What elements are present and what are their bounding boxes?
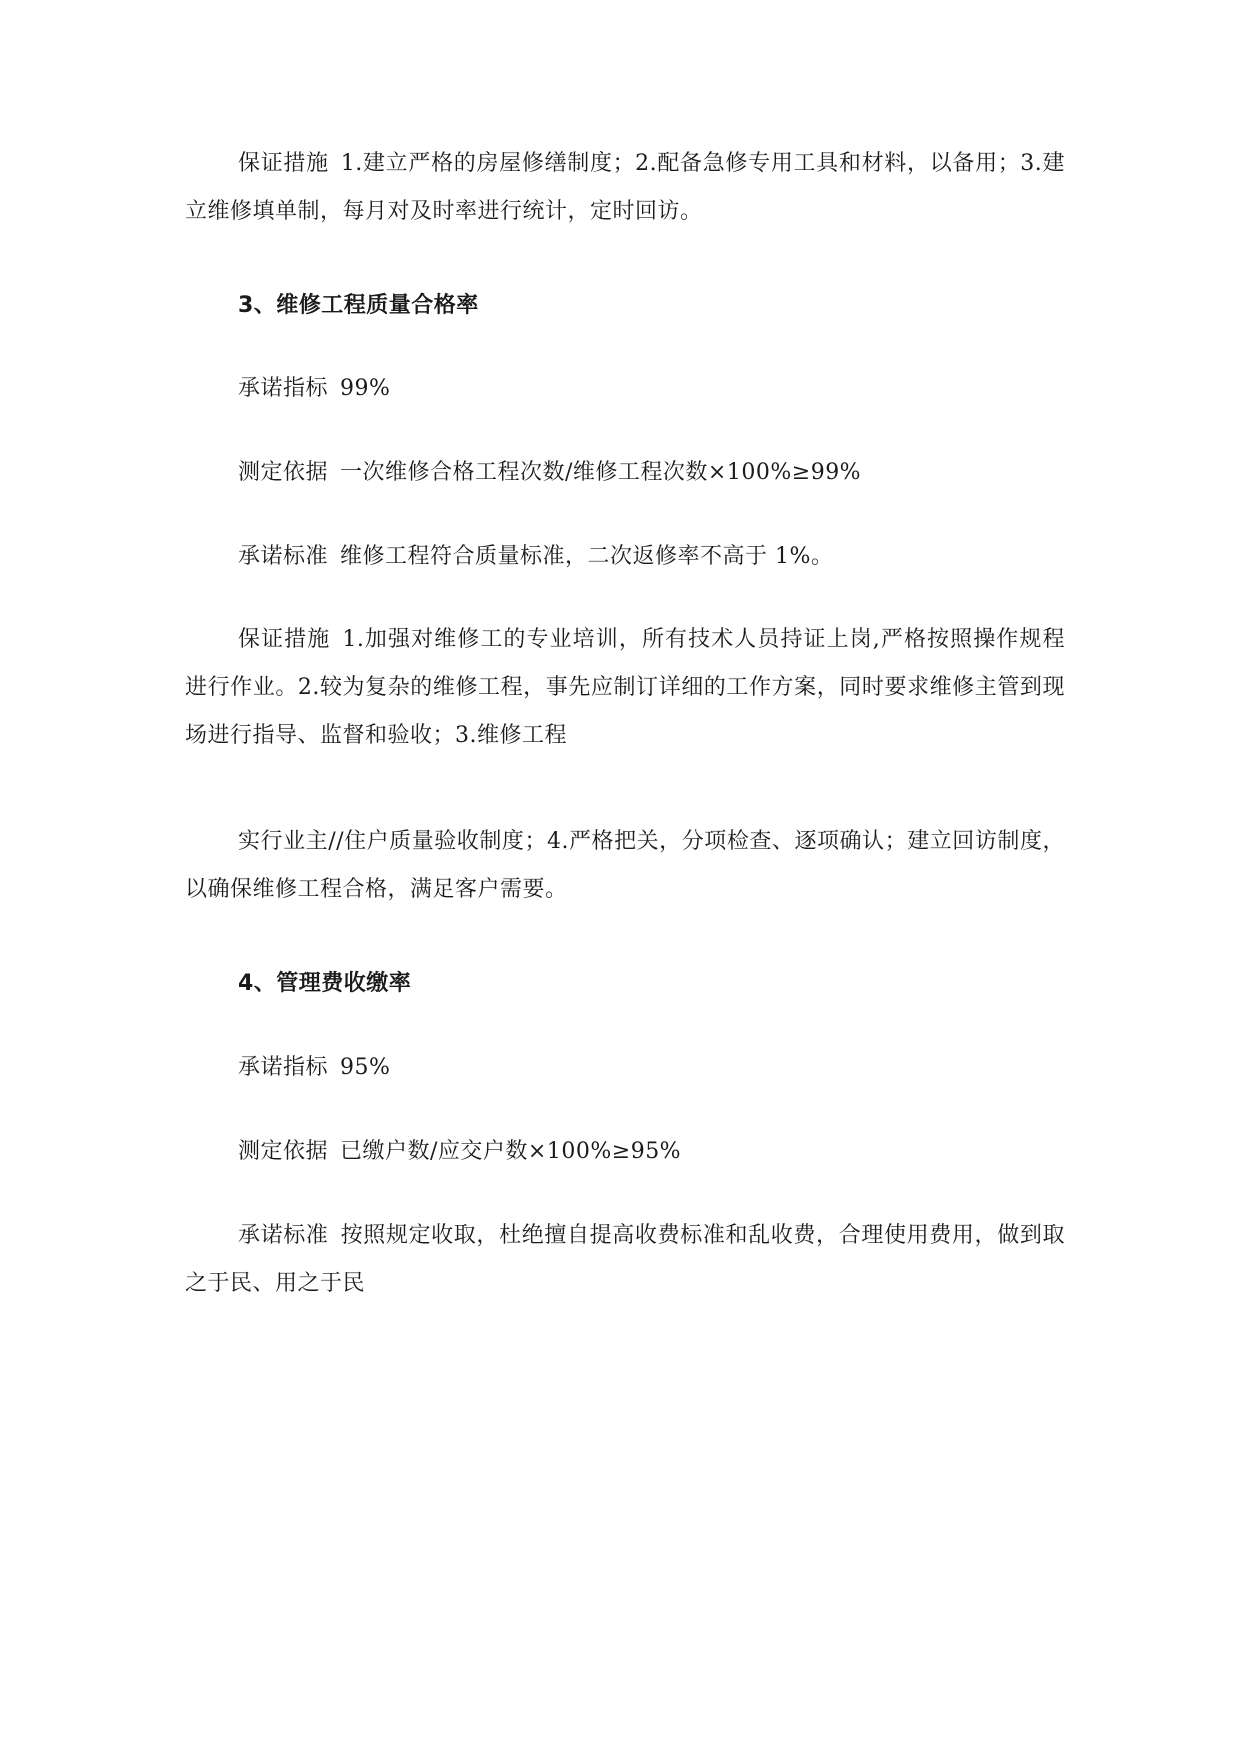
paragraph-label: 承诺指标 (238, 376, 329, 401)
paragraph-text: 99% (340, 376, 391, 401)
paragraph-text: 95% (340, 1055, 391, 1080)
paragraph-text: 1.加强对维修工的专业培训，所有技术人员持证上岗,严格按照操作规程进行作业。2.较为复杂的维修工程，事先应制订详细的工作方案，同时要求维修主管到现场进行指导、监督和验收；3.维修工程 (185, 627, 1065, 748)
section-heading-4: 4、管理费收缴率 (238, 971, 412, 996)
paragraph-label: 保证措施 (238, 627, 331, 652)
paragraph-commitment-standard-2 (185, 1212, 1065, 1308)
paragraph-label: 测定依据 (238, 460, 329, 485)
paragraph-text: 已缴户数/应交户数×100%≥95% (340, 1139, 682, 1164)
paragraph-text: 实行业主//住户质量验收制度；4.严格把关，分项检查、逐项确认；建立回访制度，以确保维修工程合格，满足客户需要。 (185, 829, 1065, 902)
paragraph-label: 承诺标准 (238, 544, 329, 569)
section-heading-3: 3、维修工程质量合格率 (238, 293, 479, 318)
paragraph-text: 1.建立严格的房屋修缮制度；2.配备急修专用工具和材料，以备用；3.建立维修填单制，每月对及时率进行统计，定时回访。 (185, 151, 1065, 224)
paragraph-commitment-indicator-2 (185, 1044, 1065, 1092)
paragraph-label: 保证措施 (238, 151, 329, 176)
paragraph-guarantee-measures-1 (185, 140, 1065, 236)
paragraph-measurement-basis-1 (185, 449, 1065, 497)
paragraph-acceptance-system (185, 818, 1065, 914)
paragraph-label: 承诺指标 (238, 1055, 329, 1080)
paragraph-commitment-standard-1 (185, 533, 1065, 581)
paragraph-commitment-indicator-1 (185, 365, 1065, 413)
paragraph-text: 维修工程符合质量标准，二次返修率不高于 1%。 (340, 544, 834, 569)
paragraph-guarantee-measures-2 (185, 616, 1065, 760)
paragraph-text: 一次维修合格工程次数/维修工程次数×100%≥99% (340, 460, 862, 485)
paragraph-label: 承诺标准 (238, 1223, 329, 1248)
paragraph-text: 按照规定收取，杜绝擅自提高收费标准和乱收费，合理使用费用，做到取之于民、用之于民 (185, 1223, 1065, 1296)
paragraph-measurement-basis-2 (185, 1128, 1065, 1176)
paragraph-label: 测定依据 (238, 1139, 329, 1164)
